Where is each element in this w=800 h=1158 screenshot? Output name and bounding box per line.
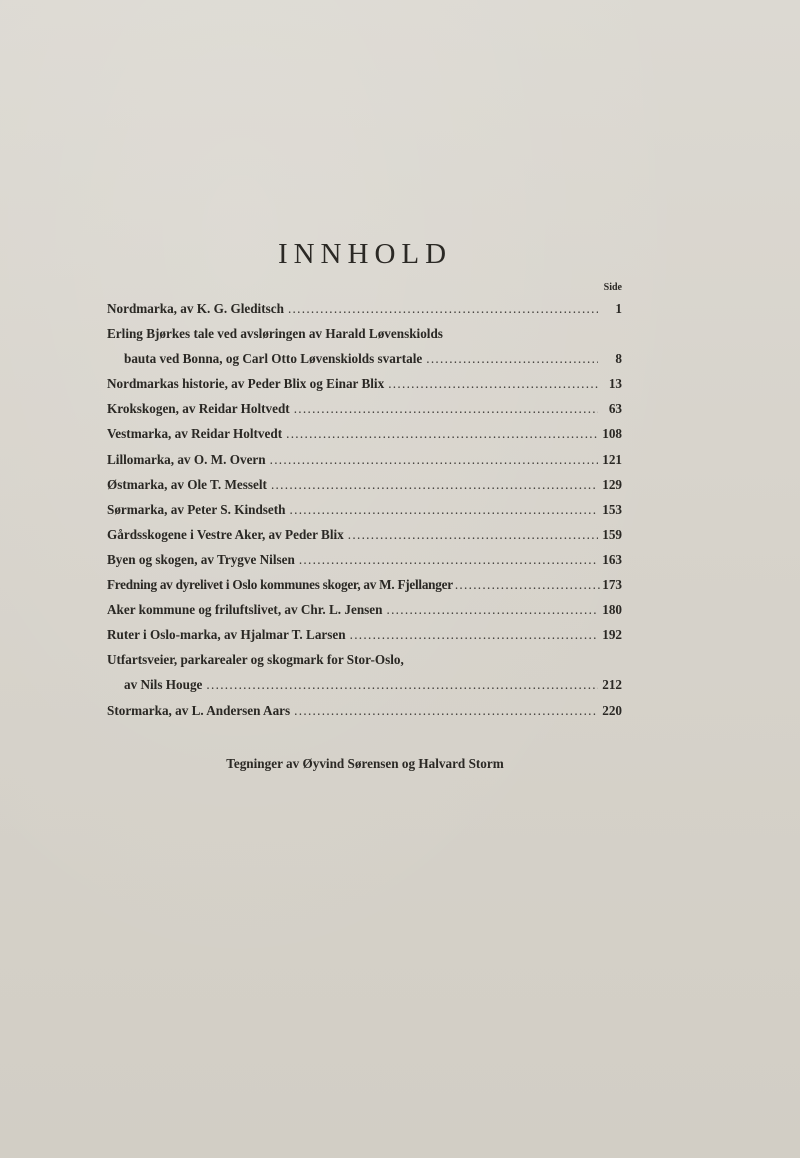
toc-entry [107, 572, 622, 597]
toc-entry [107, 698, 622, 723]
toc-entry-page: 220 [602, 702, 622, 718]
toc-entry-continuation [107, 346, 622, 371]
toc-entry-title: Vestmarka, av Reidar Holtvedt [107, 426, 283, 442]
dot-leader [271, 472, 598, 497]
toc-entry-title: Stormarka, av L. Andersen Aars [107, 702, 291, 718]
toc-entry-page: 173 [602, 577, 622, 593]
toc-entry [107, 396, 622, 421]
dot-leader [426, 346, 598, 371]
dot-leader [206, 672, 598, 697]
toc-entry-page: 180 [602, 602, 622, 618]
toc-entry [107, 447, 622, 472]
toc-entry-page: 13 [608, 376, 622, 392]
toc-entry-continuation [107, 672, 622, 697]
toc-entry [107, 497, 622, 522]
toc-entry [107, 472, 622, 497]
toc-entry-title: Utfartsveier, parkarealer og skogmark for Stor-Oslo, [107, 652, 404, 668]
toc-entry-title: Østmarka, av Ole T. Messelt [107, 476, 267, 492]
dot-leader [299, 547, 598, 572]
toc-entry-page: 63 [608, 401, 622, 417]
toc-entry [107, 647, 622, 672]
table-of-contents [107, 280, 622, 723]
toc-entry-title: Ruter i Oslo-marka, av Hjalmar T. Larsen [107, 627, 346, 643]
toc-entry-page: 212 [602, 677, 622, 693]
dot-leader [270, 447, 598, 472]
toc-entry-title-continued: av Nils Houge [124, 677, 203, 693]
toc-entry [107, 321, 622, 346]
toc-entry-page: 163 [602, 551, 622, 567]
toc-entry [107, 622, 622, 647]
page-column-label: Side [603, 282, 622, 293]
toc-entry-title: Aker kommune og friluftslivet, av Chr. L. Jensen [107, 602, 383, 618]
toc-entry-title: Lillomarka, av O. M. Overn [107, 451, 266, 467]
toc-entry-page: 129 [602, 476, 622, 492]
toc-entry-title: Krokskogen, av Reidar Holtvedt [107, 401, 290, 417]
dot-leader [350, 622, 598, 647]
toc-entry-page: 121 [602, 451, 622, 467]
toc-entry-page: 192 [602, 627, 622, 643]
toc-entry-title: Nordmarkas historie, av Peder Blix og Einar Blix [107, 376, 385, 392]
dot-leader [455, 572, 600, 597]
page-title: INNHOLD [277, 238, 453, 270]
toc-entry-page: 108 [602, 426, 622, 442]
toc-entry-title: Byen og skogen, av Trygve Nilsen [107, 551, 295, 567]
toc-entry [107, 597, 622, 622]
toc-entry-title-continued: bauta ved Bonna, og Carl Otto Løvenskiolds svartale [124, 351, 423, 367]
toc-entry [107, 522, 622, 547]
toc-entry-title: Nordmarka, av K. G. Gleditsch [107, 301, 284, 316]
toc-entry-page: 1 [615, 301, 622, 316]
toc-entry [107, 296, 622, 321]
toc-entry-title: Sørmarka, av Peter S. Kindseth [107, 501, 286, 517]
dot-leader [290, 497, 598, 522]
toc-entry [107, 547, 622, 572]
toc-entry-title: Gårdsskogene i Vestre Aker, av Peder Blix [107, 526, 344, 542]
toc-entry-page: 153 [602, 501, 622, 517]
dot-leader [348, 522, 598, 547]
toc-entry [107, 371, 622, 396]
dot-leader [386, 597, 598, 622]
dot-leader [294, 396, 598, 421]
dot-leader [288, 296, 598, 321]
toc-entry-page: 159 [602, 526, 622, 542]
dot-leader [294, 698, 598, 723]
dot-leader [286, 421, 598, 446]
toc-entry-title: Fredning av dyrelivet i Oslo kommunes skoger, av M. Fjellanger [107, 577, 453, 593]
toc-entry [107, 421, 622, 446]
toc-entry-page: 8 [615, 351, 622, 367]
dot-leader [388, 371, 598, 396]
illustration-credit: Tegninger av Øyvind Sørensen og Halvard Storm [226, 756, 504, 771]
toc-entry-title: Erling Bjørkes tale ved avsløringen av Harald Løvenskiolds [107, 326, 443, 342]
